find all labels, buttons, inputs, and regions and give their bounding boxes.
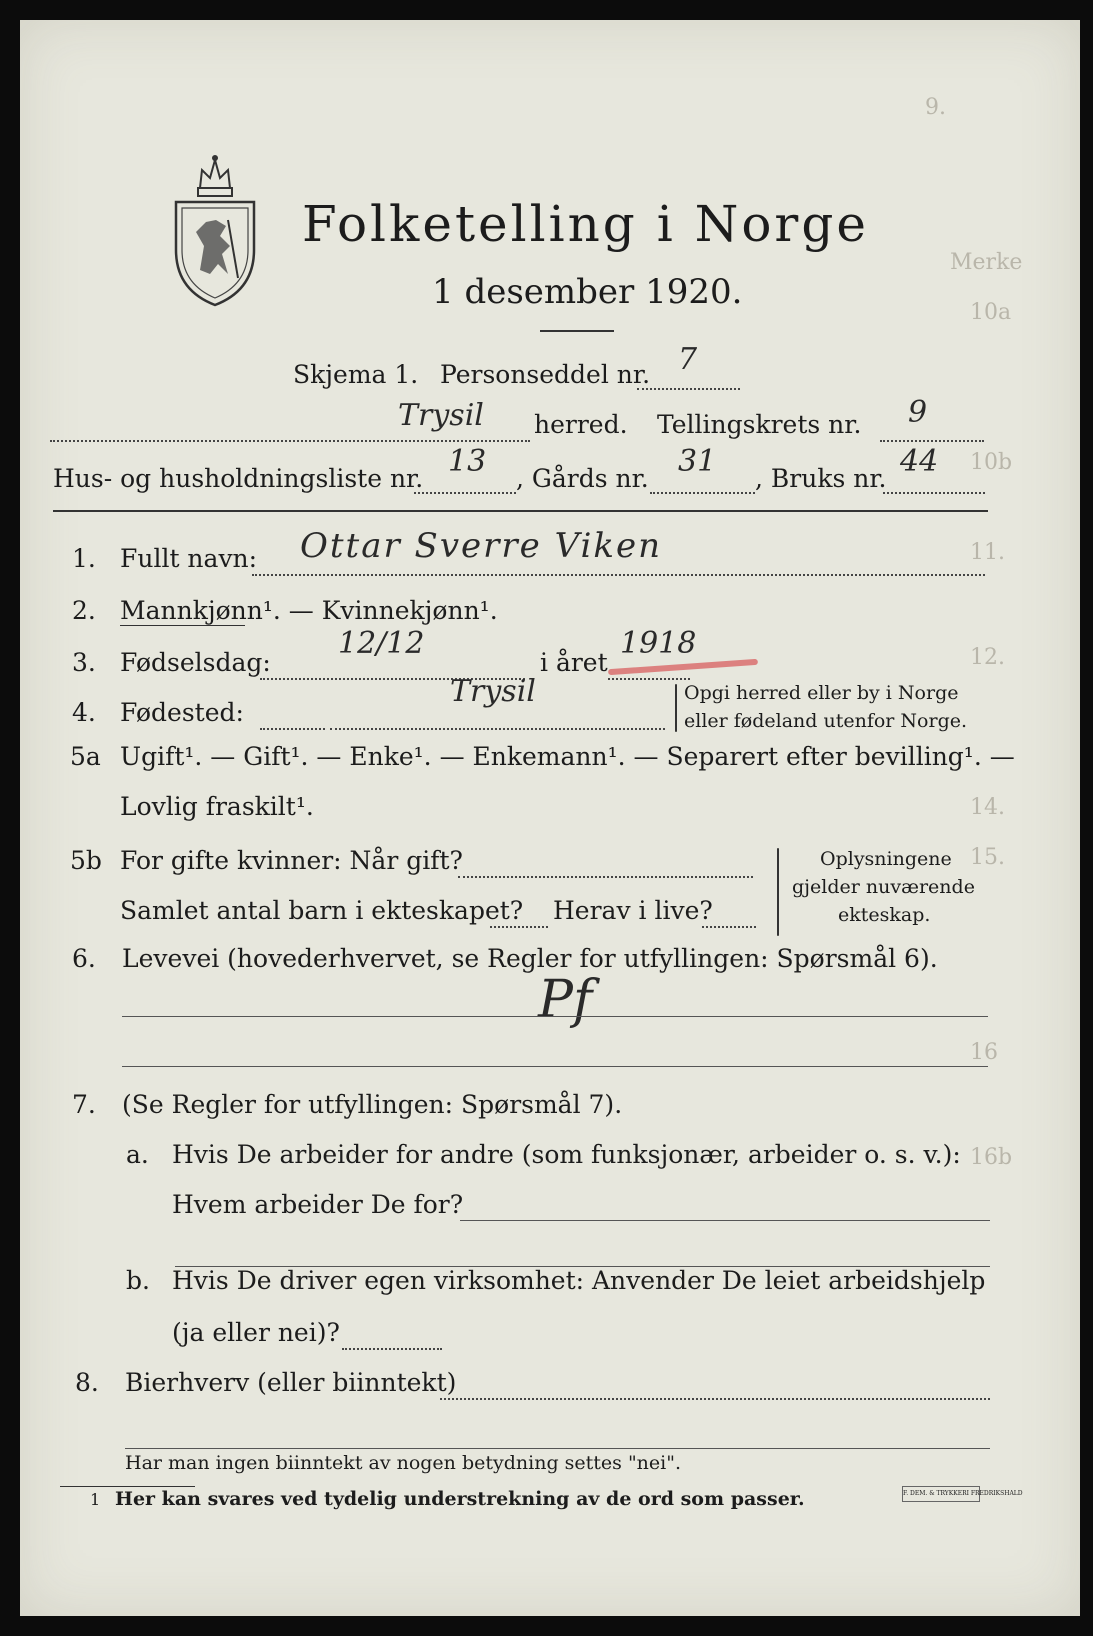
- bleed-through-text: 16b: [970, 1145, 1013, 1170]
- q3-number: 3.: [72, 648, 96, 677]
- mannkjonn-underline: [120, 625, 245, 626]
- q7-number: 7.: [72, 1090, 96, 1119]
- q7a-letter: a.: [126, 1140, 149, 1169]
- q8-label: Bierhverv (eller biinntekt): [125, 1368, 457, 1397]
- birthplace-note-1: Opgi herred eller by i Norge: [684, 682, 959, 704]
- q8-number: 8.: [75, 1368, 99, 1397]
- hus-value[interactable]: 13: [448, 444, 487, 479]
- gards-value[interactable]: 31: [678, 444, 717, 479]
- herred-label: herred.: [534, 410, 628, 439]
- year-label: i året: [540, 648, 608, 677]
- q4-label: Fødested:: [120, 698, 244, 727]
- bruks-line: [883, 492, 985, 494]
- herred-value[interactable]: Trysil: [398, 398, 484, 433]
- occupation-line-2: [122, 1066, 988, 1067]
- q2-number: 2.: [72, 596, 96, 625]
- q3-label: Fødselsdag:: [120, 648, 271, 677]
- q4-number: 4.: [72, 698, 96, 727]
- hired-help-line: [342, 1348, 442, 1350]
- title-divider: [540, 330, 614, 332]
- q1-label: Fullt navn:: [120, 544, 258, 573]
- q7-label: (Se Regler for utfyllingen: Spørsmål 7).: [122, 1090, 623, 1119]
- personseddel-label: Personseddel nr.: [440, 360, 651, 389]
- alive-line: [702, 926, 756, 928]
- schema-label: Skjema 1.: [293, 360, 419, 389]
- marriage-note-2: gjelder nuværende: [792, 876, 975, 898]
- q5a-number: 5a: [70, 742, 101, 771]
- q1-number: 1.: [72, 544, 96, 573]
- printer-stamp: F. DEM. & TRYKKERI FREDRIKSHALD: [902, 1486, 980, 1502]
- occupation-value[interactable]: Pf: [538, 970, 593, 1030]
- hus-line: [414, 492, 516, 494]
- birthday-value[interactable]: 12/12: [338, 626, 425, 661]
- red-pencil-mark: [608, 659, 758, 675]
- birthplace-line-b: [330, 728, 665, 730]
- note-brace: [675, 684, 677, 732]
- header-divider: [53, 510, 988, 512]
- tellingskrets-line: [880, 440, 984, 442]
- bleed-through-text: 14.: [970, 795, 1005, 820]
- employer-label: Hvem arbeider De for?: [172, 1190, 464, 1219]
- q7b-text: Hvis De driver egen virksomhet: Anvender De leiet arbeidshjelp: [172, 1266, 986, 1295]
- bleed-through-text: 9.: [925, 95, 946, 120]
- q6-label: Levevei (hovederhvervet, se Regler for utfyllingen: Spørsmål 6).: [122, 944, 938, 973]
- bleed-through-text: 12.: [970, 645, 1005, 670]
- footer-note: Har man ingen biinntekt av nogen betydning settes "nei".: [125, 1452, 682, 1474]
- bleed-through-text: Merke: [950, 250, 1023, 275]
- birthplace-note-2: eller fødeland utenfor Norge.: [684, 710, 968, 732]
- census-date: 1 desember 1920.: [432, 272, 743, 312]
- children-label: Samlet antal barn i ekteskapet?: [120, 896, 524, 925]
- marital-options: Ugift¹. — Gift¹. — Enke¹. — Enkemann¹. — Separert efter bevilling¹. —: [120, 742, 1015, 771]
- side-income-line-2: [125, 1448, 990, 1449]
- full-name-value[interactable]: Ottar Sverre Viken: [300, 526, 663, 566]
- bleed-through-text: 16: [970, 1040, 998, 1065]
- birthplace-line-a: [260, 728, 325, 730]
- census-form-sheet: [20, 20, 1080, 1616]
- children-line: [490, 926, 548, 928]
- personseddel-line: [637, 388, 740, 390]
- sex-options: Mannkjønn¹. — Kvinnekjønn¹.: [120, 596, 498, 625]
- bruks-value[interactable]: 44: [900, 444, 939, 479]
- hired-help-label: (ja eller nei)?: [172, 1318, 340, 1347]
- footnote-mark: 1: [90, 1490, 101, 1509]
- herred-line: [50, 440, 530, 442]
- norwegian-coat-of-arms-icon: [170, 150, 260, 310]
- gards-label: , Gårds nr.: [516, 464, 649, 493]
- married-when-line: [458, 876, 753, 878]
- side-income-line: [440, 1398, 990, 1400]
- birth-year-value[interactable]: 1918: [620, 626, 697, 661]
- bleed-through-text: 11.: [970, 540, 1005, 565]
- bleed-through-text: 10b: [970, 450, 1013, 475]
- year-line: [608, 678, 690, 680]
- marital-options-cont: Lovlig fraskilt¹.: [120, 792, 314, 821]
- q7a-text: Hvis De arbeider for andre (som funksjonær, arbeider o. s. v.):: [172, 1140, 961, 1169]
- hus-label: Hus- og husholdningsliste nr.: [53, 464, 424, 493]
- marriage-note-3: ekteskap.: [838, 904, 931, 926]
- form-title: Folketelling i Norge: [302, 195, 869, 253]
- q5b-number: 5b: [70, 846, 102, 875]
- marriage-note-1: Oplysningene: [820, 848, 952, 870]
- q6-number: 6.: [72, 944, 96, 973]
- q7b-letter: b.: [126, 1266, 150, 1295]
- tellingskrets-label: Tellingskrets nr.: [657, 410, 862, 439]
- bruks-label: , Bruks nr.: [755, 464, 887, 493]
- bleed-through-text: 10a: [970, 300, 1012, 325]
- footnote-divider: [60, 1486, 195, 1487]
- name-line: [252, 574, 985, 576]
- tellingskrets-value[interactable]: 9: [908, 395, 928, 430]
- employer-line: [460, 1220, 990, 1221]
- footnote-text: Her kan svares ved tydelig understrekning av de ord som passer.: [115, 1488, 805, 1510]
- personseddel-value[interactable]: 7: [678, 342, 698, 377]
- bleed-through-text: 15.: [970, 845, 1005, 870]
- occupation-line-1: [122, 1016, 988, 1017]
- birthplace-value[interactable]: Trysil: [450, 674, 536, 709]
- gards-line: [650, 492, 755, 494]
- married-when-label: For gifte kvinner: Når gift?: [120, 846, 463, 875]
- note-brace: [777, 848, 779, 936]
- alive-label: Herav i live?: [553, 896, 713, 925]
